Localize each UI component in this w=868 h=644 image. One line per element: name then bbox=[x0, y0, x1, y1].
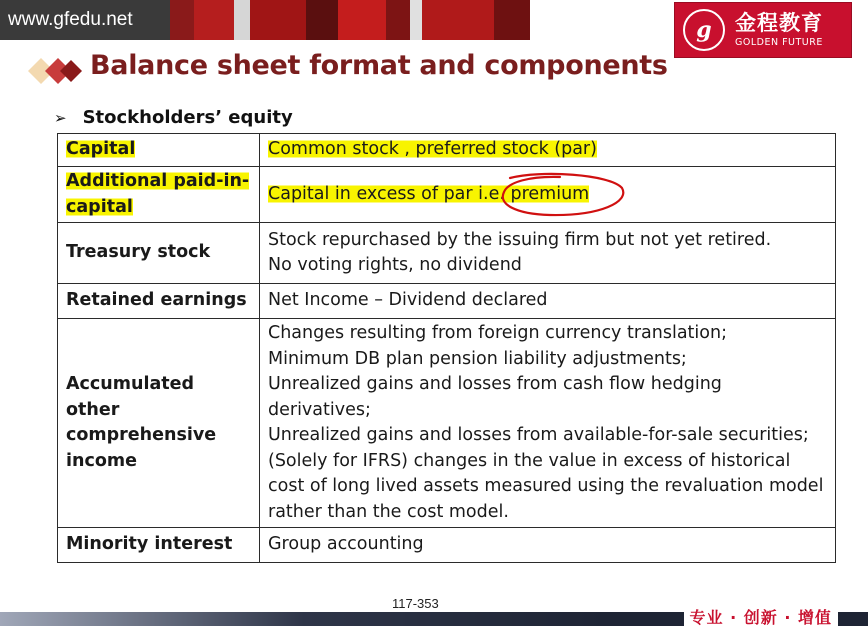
table-row bbox=[58, 319, 836, 528]
equity-term: Capital bbox=[66, 139, 136, 160]
banner-stripe bbox=[170, 0, 194, 40]
title-diamond-icon bbox=[26, 56, 86, 86]
banner-stripe bbox=[410, 0, 422, 40]
description-text: Capital in excess of par i.e. premium bbox=[268, 183, 590, 204]
table-row bbox=[58, 284, 836, 319]
equity-term-cell bbox=[58, 319, 260, 528]
banner-stripe bbox=[422, 0, 494, 40]
description-line bbox=[268, 347, 827, 373]
equity-term: Additional paid-in-capital bbox=[66, 171, 250, 217]
equity-description-cell bbox=[260, 134, 836, 167]
description-line bbox=[268, 372, 827, 423]
equity-description-cell bbox=[260, 319, 836, 528]
brand-logo bbox=[674, 2, 852, 58]
description-line bbox=[268, 137, 827, 163]
description-line bbox=[268, 449, 827, 526]
description-line bbox=[268, 321, 827, 347]
table-row bbox=[58, 528, 836, 563]
logo-seal-icon: g bbox=[683, 9, 725, 51]
equity-description-cell bbox=[260, 284, 836, 319]
banner-stripe bbox=[494, 0, 530, 40]
section-subheading bbox=[54, 107, 293, 128]
description-text: Net Income – Dividend declared bbox=[268, 290, 548, 311]
equity-term-cell bbox=[58, 528, 260, 563]
equity-components-table bbox=[57, 133, 836, 563]
description-line bbox=[268, 228, 827, 254]
banner-stripe bbox=[234, 0, 250, 40]
description-text: Changes resulting from foreign currency translation; bbox=[268, 323, 727, 343]
banner-stripe bbox=[386, 0, 410, 40]
description-line bbox=[268, 288, 827, 314]
equity-term-cell bbox=[58, 284, 260, 319]
table-row bbox=[58, 223, 836, 284]
banner-stripe bbox=[306, 0, 338, 40]
description-text: Unrealized gains and losses from available-for-sale securities; bbox=[268, 425, 809, 445]
equity-description-cell bbox=[260, 167, 836, 223]
equity-term: Treasury stock bbox=[66, 242, 211, 263]
description-text: Unrealized gains and losses from cash flow hedging derivatives; bbox=[268, 374, 722, 420]
banner-stripe bbox=[194, 0, 234, 40]
description-text: Group accounting bbox=[268, 534, 424, 555]
logo-english-name: GOLDEN FUTURE bbox=[735, 36, 823, 48]
description-text: Common stock , preferred stock (par) bbox=[268, 139, 597, 160]
equity-term: Retained earnings bbox=[66, 290, 247, 311]
bullet-arrow-icon: ➢ bbox=[54, 108, 67, 127]
description-text: Minimum DB plan pension liability adjustments; bbox=[268, 348, 687, 369]
description-line bbox=[268, 253, 827, 279]
banner-stripe bbox=[250, 0, 306, 40]
equity-term: Minority interest bbox=[66, 534, 233, 555]
subheading-text: Stockholders’ equity bbox=[82, 107, 293, 128]
description-line bbox=[268, 532, 827, 558]
slide-title: Balance sheet format and components bbox=[90, 50, 668, 81]
description-text: (Solely for IFRS) changes in the value in excess of historical cost of long lived assets measured using the revaluation model rather than the cost model. bbox=[268, 450, 824, 522]
description-text: Stock repurchased by the issuing firm but not yet retired. bbox=[268, 229, 772, 250]
logo-chinese-name: 金程教育 bbox=[735, 10, 823, 35]
equity-term: Accumulated other comprehensive income bbox=[66, 374, 217, 471]
table-row bbox=[58, 134, 836, 167]
equity-term-cell bbox=[58, 167, 260, 223]
equity-description-cell bbox=[260, 223, 836, 284]
table-row bbox=[58, 167, 836, 223]
footer-slogan: 专业 · 创新 · 增值 bbox=[684, 605, 838, 628]
equity-description-cell bbox=[260, 528, 836, 563]
site-url[interactable]: www.gfedu.net bbox=[0, 0, 170, 40]
equity-term-cell bbox=[58, 134, 260, 167]
description-line bbox=[268, 423, 827, 449]
page-number: 117-353 bbox=[392, 596, 439, 611]
description-line bbox=[268, 182, 827, 208]
banner-stripe bbox=[338, 0, 386, 40]
description-text: No voting rights, no dividend bbox=[268, 255, 522, 275]
equity-term-cell bbox=[58, 223, 260, 284]
